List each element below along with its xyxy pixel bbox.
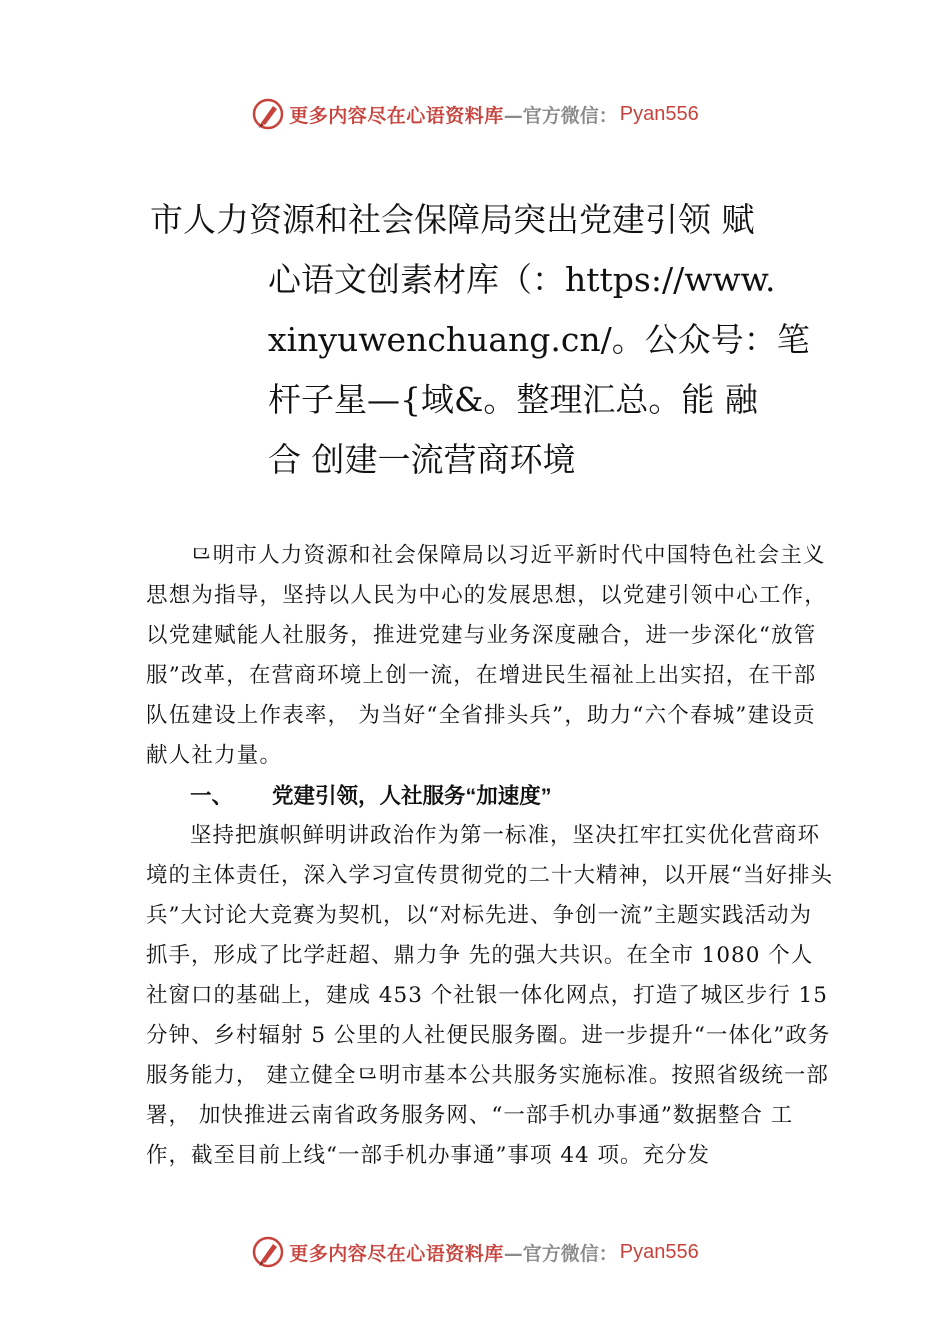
title-line-5: 合 创建一流营商环境 bbox=[268, 440, 576, 479]
title-line-1: 市人力资源和社会保障局突出党建引领 赋 bbox=[150, 200, 755, 239]
banner-library-text: 更多内容尽在心语资料库 bbox=[289, 104, 504, 127]
intro-paragraph: ⺋明市人力资源和社会保障局以习近平新时代中国特色社会主义思想为指导，坚持以人民为中心的发展思想，以党建引领中心工作，以党建赋能人社服务，推进党建与业务深度融合，进一步深化“放管服”改革，在营商环境上创一流，在增进民生福祉上出实招，在干部队伍建设上作表率， 为当好“全省排头兵”，助力“六个春城”建设贡献人社力量。 bbox=[146, 543, 828, 768]
banner-wechat-label: —官方微信： bbox=[503, 1242, 618, 1265]
document-title bbox=[150, 190, 830, 490]
pen-logo-icon bbox=[251, 1235, 285, 1269]
title-line-3: xinyuwenchuang.cn/。公众号：笔 bbox=[268, 320, 810, 359]
banner-wechat-id: Pyan556 bbox=[619, 1240, 699, 1263]
section-number: 一、 bbox=[190, 784, 234, 808]
body-paragraph: 坚持把旗帜鲜明讲政治作为第一标准，坚决扛牢扛实优化营商环境的主体责任，深入学习宣传贯彻党的二十大精神，以开展“当好排头兵”大讨论大竞赛为契机，以“对标先进、争创一流”主题实践活动为抓手，形成了比学赶超、鼎力争 先的强大共识。在全市 1080 个人社窗口的基础上，建成 453 个社银一体化网点，打造了城区步行 15 分钟、乡村辐射 5 公里的人社便民服务圈。进一步提升“一体化”政务服务能力， 建立健全⺋明市基本公共服务实施标准。按照省级统一部署， 加快推进云南省政务服务网、“一部手机办事通”数据整合 工作，截至目前上线“一部手机办事通”事项 44 项。充分发 bbox=[146, 823, 833, 1168]
header-banner bbox=[0, 92, 950, 136]
title-line-2: 心语文创素材库（：https://www. bbox=[268, 260, 776, 299]
banner-library-text: 更多内容尽在心语资料库 bbox=[289, 1242, 504, 1265]
footer-banner bbox=[0, 1230, 950, 1274]
document-body bbox=[146, 536, 834, 1176]
section-title: 党建引领，人社服务“加速度” bbox=[272, 784, 552, 808]
section-heading bbox=[146, 776, 834, 816]
banner-wechat-label: —官方微信： bbox=[503, 104, 618, 127]
banner-wechat-id: Pyan556 bbox=[619, 102, 699, 125]
title-line-4: 杆子星—{域&。整理汇总。能 融 bbox=[268, 380, 758, 419]
pen-logo-icon bbox=[251, 97, 285, 131]
